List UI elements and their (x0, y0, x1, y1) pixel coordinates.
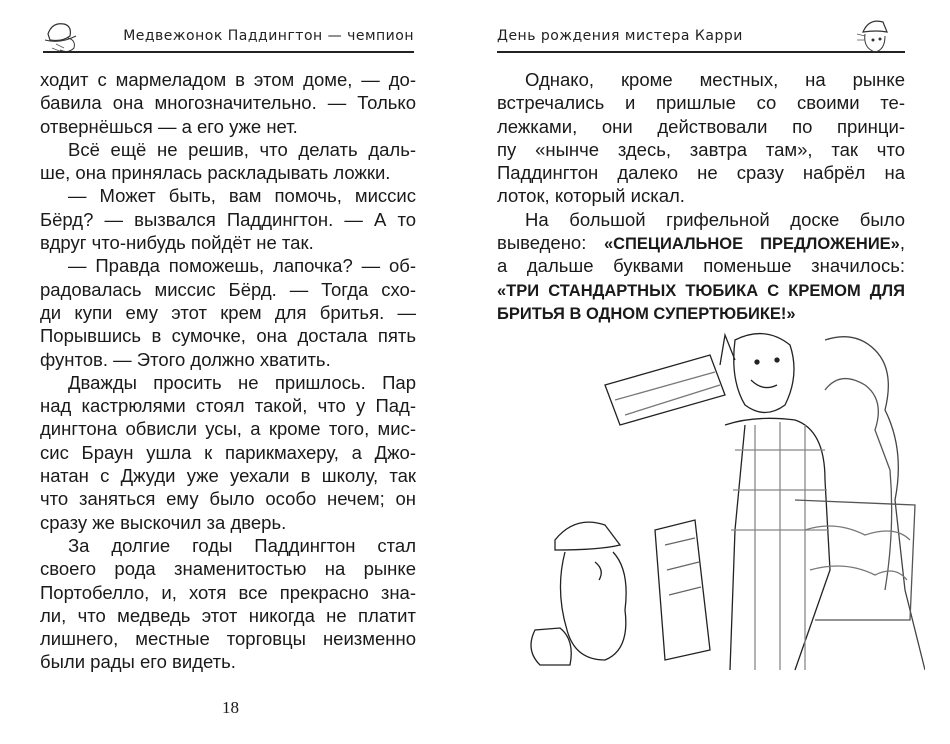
line-text: бавила она многозначительно. — Только (40, 92, 416, 114)
text-line (40, 301, 416, 324)
bold-sign-text: «ТРИ СТАНДАРТНЫХ ТЮБИКА С КРЕМОМ ДЛЯ (497, 281, 905, 300)
line-text: дингтона обвисли усы, а кроме того, мис- (40, 418, 416, 440)
text-line (40, 650, 416, 673)
text-line (497, 301, 905, 324)
bear-hat-sketch-icon (42, 14, 82, 56)
line-text: Порывшись в сумочке, она достала пять (40, 325, 416, 347)
line-text: — Правда поможешь, лапочка? — об- (68, 255, 416, 277)
line-text: отвернёшься — а его уже нет. (40, 115, 298, 137)
text-line (40, 91, 416, 114)
line-text: лоток, который искал. (497, 185, 685, 207)
line-text: своего рода знаменитостью на рынке (40, 558, 416, 580)
line-text: лишнего, местные торговцы неизменно (40, 628, 416, 650)
text-line (40, 511, 416, 534)
line-text: сис Браун ушла к парикмахеру, а Джо- (40, 441, 416, 463)
text-line (497, 68, 905, 91)
line-text: ди купи ему этот крем для бритья. — (40, 301, 416, 323)
text-line (40, 417, 416, 440)
body-text (40, 68, 416, 674)
line-text: сразу же выскочил за дверь. (40, 511, 287, 533)
line-text: На большой грифельной доске было (525, 208, 905, 230)
line-text: ли, что медведь этот никогда не платит (40, 604, 416, 626)
line-text: Бёрд? — вызвался Паддингтон. — А то (40, 208, 416, 230)
line-text: радовалась миссис Бёрд. — Тогда схо- (40, 278, 416, 300)
page-number: 18 (222, 698, 239, 717)
line-text: вдруг что-нибудь пойдёт не так. (40, 232, 314, 254)
text-line (497, 91, 905, 114)
line-text: над кастрюлями стоял такой, что у Пад- (40, 395, 416, 417)
text-line (497, 138, 905, 161)
text-line (497, 231, 905, 254)
running-head: День рождения мистера Карри (497, 28, 743, 44)
text-line (40, 581, 416, 604)
line-text: Однако, кроме местных, на рынке (525, 69, 905, 90)
line-text: Паддингтон далеко не сразу набрёл на (497, 162, 905, 184)
text-line (40, 161, 416, 184)
text-line (40, 371, 416, 394)
bear-face-sketch-icon (853, 14, 893, 56)
line-text: встречались и пришлые со своими те- (497, 92, 905, 114)
text-line (40, 627, 416, 650)
header-rule (43, 51, 414, 53)
body-text (497, 68, 905, 324)
bold-sign-text: «СПЕЦИАЛЬНОЕ ПРЕДЛОЖЕНИЕ» (603, 235, 900, 254)
text-line (40, 278, 416, 301)
line-text: натан с Джуди уже уехали в школу, так (40, 465, 416, 487)
line-text: пу «нынче здесь, завтра там», так что (497, 138, 905, 160)
text-line (40, 534, 416, 557)
line-text: а дальше буквами поменьше значилось: (497, 255, 905, 277)
text-line (40, 394, 416, 417)
bold-sign-text: БРИТЬЯ В ОДНОМ СУПЕРТЮБИКЕ!» (497, 304, 796, 323)
text-line (40, 324, 416, 347)
text-line (40, 208, 416, 231)
line-text: что заняться ему было особо нечем; он (40, 488, 416, 510)
text-line (497, 208, 905, 231)
line-text: выведено: (497, 232, 604, 254)
header-rule (497, 51, 905, 53)
line-text: фунтов. — Этого должно хватить. (40, 348, 331, 370)
text-line (40, 68, 416, 91)
text-line (40, 348, 416, 371)
line-text: были рады его видеть. (40, 651, 236, 673)
line-text: Всё ещё не решив, что делать даль- (68, 138, 416, 160)
text-line (497, 184, 905, 207)
line-text: , (899, 232, 905, 254)
running-head: Медвежонок Паддингтон — чемпион (123, 28, 414, 44)
paddington-and-market-trader-illustration (495, 330, 925, 675)
line-text: лежками, они действовали по принци- (497, 115, 905, 137)
text-line (497, 115, 905, 138)
text-line (40, 441, 416, 464)
line-text: Дважды просить не пришлось. Пар (68, 371, 416, 393)
text-line (497, 278, 905, 301)
text-line (497, 161, 905, 184)
text-line (40, 254, 416, 277)
line-text: Портобелло, и, хотя все прекрасно зна- (40, 581, 416, 603)
text-line (40, 604, 416, 627)
text-line (40, 115, 416, 138)
line-text: — Может быть, вам помочь, миссис (68, 185, 416, 207)
text-line (40, 231, 416, 254)
line-text: За долгие годы Паддингтон стал (68, 534, 416, 556)
text-line (40, 464, 416, 487)
line-text: ше, она принялась раскладывать ложки. (40, 162, 391, 184)
line-text: ходит с мармеладом в этом доме, — до- (40, 69, 416, 90)
text-line (497, 254, 905, 277)
text-line (40, 557, 416, 580)
text-line (40, 487, 416, 510)
text-line (40, 184, 416, 207)
text-line (40, 138, 416, 161)
